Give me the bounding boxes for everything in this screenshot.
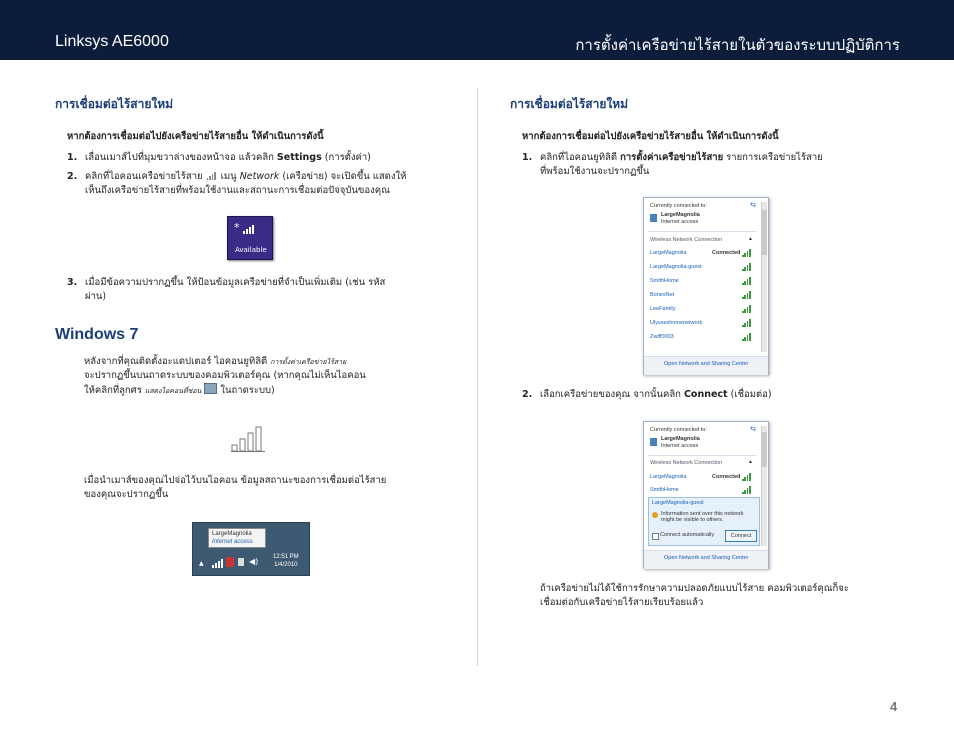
- page-number: 4: [890, 699, 898, 714]
- signal-strength-icon: [742, 263, 752, 271]
- tray-arrow-icon[interactable]: ▲: [199, 560, 204, 567]
- connect-network-popup: Currently connected to: ⇆ LargeMagnolia Internet access Wireless Network Connection ▲ LargeMagnolia Connected SmithHome LargeMagnolia-guest Information sent over this network might be visible to others. Connect automatically Connect Open Network and Sharing Center: [643, 421, 769, 569]
- wireless-section-label: Wireless Network Connection: [650, 460, 723, 466]
- windows7-paragraph: หลังจากที่คุณติดตั้งอะแดปเตอร์ ไอคอนยูทิลิตี การตั้งค่าเครือข่ายไร้สาย จะปรากฏขึ้นบนถาดระบบของคอมพิวเตอร์คุณ (หากคุณไม่เห็นไอคอน ให้คลิกที่ลูกศร แสดงไอคอนที่ซ่อน ในถาดระบบ): [84, 356, 366, 396]
- tray-power-icon[interactable]: [238, 558, 244, 566]
- tray-wifi-icon[interactable]: [212, 558, 224, 568]
- wireless-section-label: Wireless Network Connection: [650, 237, 723, 243]
- network-item[interactable]: Ulysseshomenetwork: [650, 320, 703, 326]
- currently-connected-label: Currently connected to:: [650, 203, 707, 209]
- wireless-star-icon: [234, 221, 258, 237]
- tray-volume-icon[interactable]: ◀): [249, 557, 259, 566]
- collapse-icon[interactable]: ▲: [748, 236, 753, 242]
- tray-flag-icon[interactable]: [226, 557, 234, 567]
- network-item[interactable]: LargeMagnolia: [650, 474, 687, 480]
- network-item[interactable]: BonesNet: [650, 292, 675, 298]
- network-item[interactable]: SmithHome: [650, 487, 679, 493]
- right-step-2: 2. เลือกเครือข่ายของคุณ จากนั้นคลิก Connect (เชื่อมต่อ): [522, 389, 772, 400]
- signal-strength-icon: [742, 249, 752, 257]
- section-title: การตั้งค่าเครือข่ายไร้สายในตัวของระบบปฏิบัติการ: [575, 36, 900, 54]
- network-item[interactable]: LargeMagnolia-guest: [650, 264, 702, 270]
- network-item[interactable]: Zwiff0003: [650, 334, 674, 340]
- right-heading: การเชื่อมต่อไร้สายใหม่: [510, 97, 629, 111]
- signal-strength-icon: [742, 277, 752, 285]
- network-status-icon: [650, 438, 657, 446]
- tray-clock[interactable]: 12:51 PM 1/4/2010: [273, 554, 299, 568]
- scrollbar[interactable]: [761, 202, 767, 352]
- right-intro: หากต้องการเชื่อมต่อไปยังเครือข่ายไร้สายอื่น ให้ดำเนินการดังนี้: [522, 131, 779, 142]
- available-networks-tile: [227, 216, 273, 260]
- connect-button[interactable]: Connect: [725, 530, 757, 542]
- connection-tooltip: LargeMagnolia Internet access: [208, 528, 266, 548]
- warning-icon: [652, 512, 658, 518]
- refresh-icon[interactable]: ⇆: [750, 202, 756, 209]
- wireless-signal-icon: [206, 171, 218, 180]
- collapse-icon[interactable]: ▲: [748, 459, 753, 465]
- signal-strength-icon: [742, 486, 752, 494]
- network-item[interactable]: LargeMagnolia: [650, 250, 687, 256]
- product-name: Linksys AE6000: [55, 33, 169, 50]
- left-intro: หากต้องการเชื่อมต่อไปยังเครือข่ายไร้สายอื่น ให้ดำเนินการดังนี้: [67, 131, 324, 142]
- network-status-icon: [650, 214, 657, 222]
- signal-strength-icon: [742, 305, 752, 313]
- tile-label: Available: [235, 246, 267, 254]
- network-status: Connected: [712, 250, 741, 256]
- wireless-utility-icon: [231, 423, 271, 453]
- left-step-2: 2. คลิกที่ไอคอนเครือข่ายไร้สาย เมนู Network (เครือข่าย) จะเปิดขึ้น แสดงให้ เห็นถึงเครือข่ายไร้สายที่พร้อมใช้งานและสถานะการเชื่อมต่อปัจจุบันของคุณ: [67, 171, 407, 196]
- right-step-1: 1. คลิกที่ไอคอนยูทิลิตี การตั้งค่าเครือข่ายไร้สาย รายการเครือข่ายไร้สาย ที่พร้อมใช้งานจะปรากฏขึ้น: [522, 152, 823, 177]
- left-step-1: 1. เลื่อนเมาส์ไปที่มุมขวาล่างของหน้าจอ แล้วคลิก Settings (การตั้งค่า): [67, 152, 371, 163]
- network-list-popup: Currently connected to: ⇆ LargeMagnolia Internet access Wireless Network Connection ▲ LargeMagnolia Connected LargeMagnolia-guest SmithHome BonesNet LeeFamily Ulysseshomenetwork Zwiff0003 Open Network and Sharing Center: [643, 197, 769, 375]
- svg-text:*: *: [234, 221, 240, 234]
- network-item[interactable]: LeeFamily: [650, 306, 676, 312]
- open-sharing-center-link[interactable]: Open Network and Sharing Center: [664, 555, 749, 561]
- refresh-icon[interactable]: ⇆: [750, 426, 756, 433]
- open-sharing-center-link[interactable]: Open Network and Sharing Center: [664, 361, 749, 367]
- network-item[interactable]: SmithHome: [650, 278, 679, 284]
- column-divider: [477, 88, 478, 666]
- left-heading: การเชื่อมต่อไร้สายใหม่: [55, 97, 174, 111]
- signal-strength-icon: [742, 319, 752, 327]
- scrollbar[interactable]: [761, 426, 767, 546]
- selected-network-panel: LargeMagnolia-guest Information sent over this network might be visible to others. Connect automatically Connect: [648, 497, 760, 546]
- hover-paragraph: เมื่อนำเมาส์ของคุณไปจ่อไว้บนไอคอน ข้อมูลสถานะของการเชื่อมต่อไร้สาย ของคุณจะปรากฏขึ้น: [84, 475, 387, 500]
- right-note: ถ้าเครือข่ายไม่ได้ใช้การรักษาความปลอดภัยแบบไร้สาย คอมพิวเตอร์คุณก็จะ เชื่อมต่อกับเครือข่ายไร้สายเรียบร้อยแล้ว: [540, 583, 849, 608]
- left-step-3: 3. เมื่อมีข้อความปรากฏขึ้น ให้ป้อนข้อมูลเครือข่ายที่จำเป็นเพิ่มเติม (เช่น รหัส ผ่าน): [67, 277, 386, 302]
- signal-strength-icon: [742, 291, 752, 299]
- signal-strength-icon: [742, 333, 752, 341]
- taskbar-screenshot: [192, 522, 310, 576]
- signal-strength-icon: [742, 473, 752, 481]
- network-status: Connected: [712, 474, 741, 480]
- connect-automatically-checkbox[interactable]: [652, 533, 659, 540]
- windows7-heading: Windows 7: [55, 326, 139, 343]
- currently-connected-label: Currently connected to:: [650, 427, 707, 433]
- show-hidden-icons-arrow-icon: [204, 383, 217, 394]
